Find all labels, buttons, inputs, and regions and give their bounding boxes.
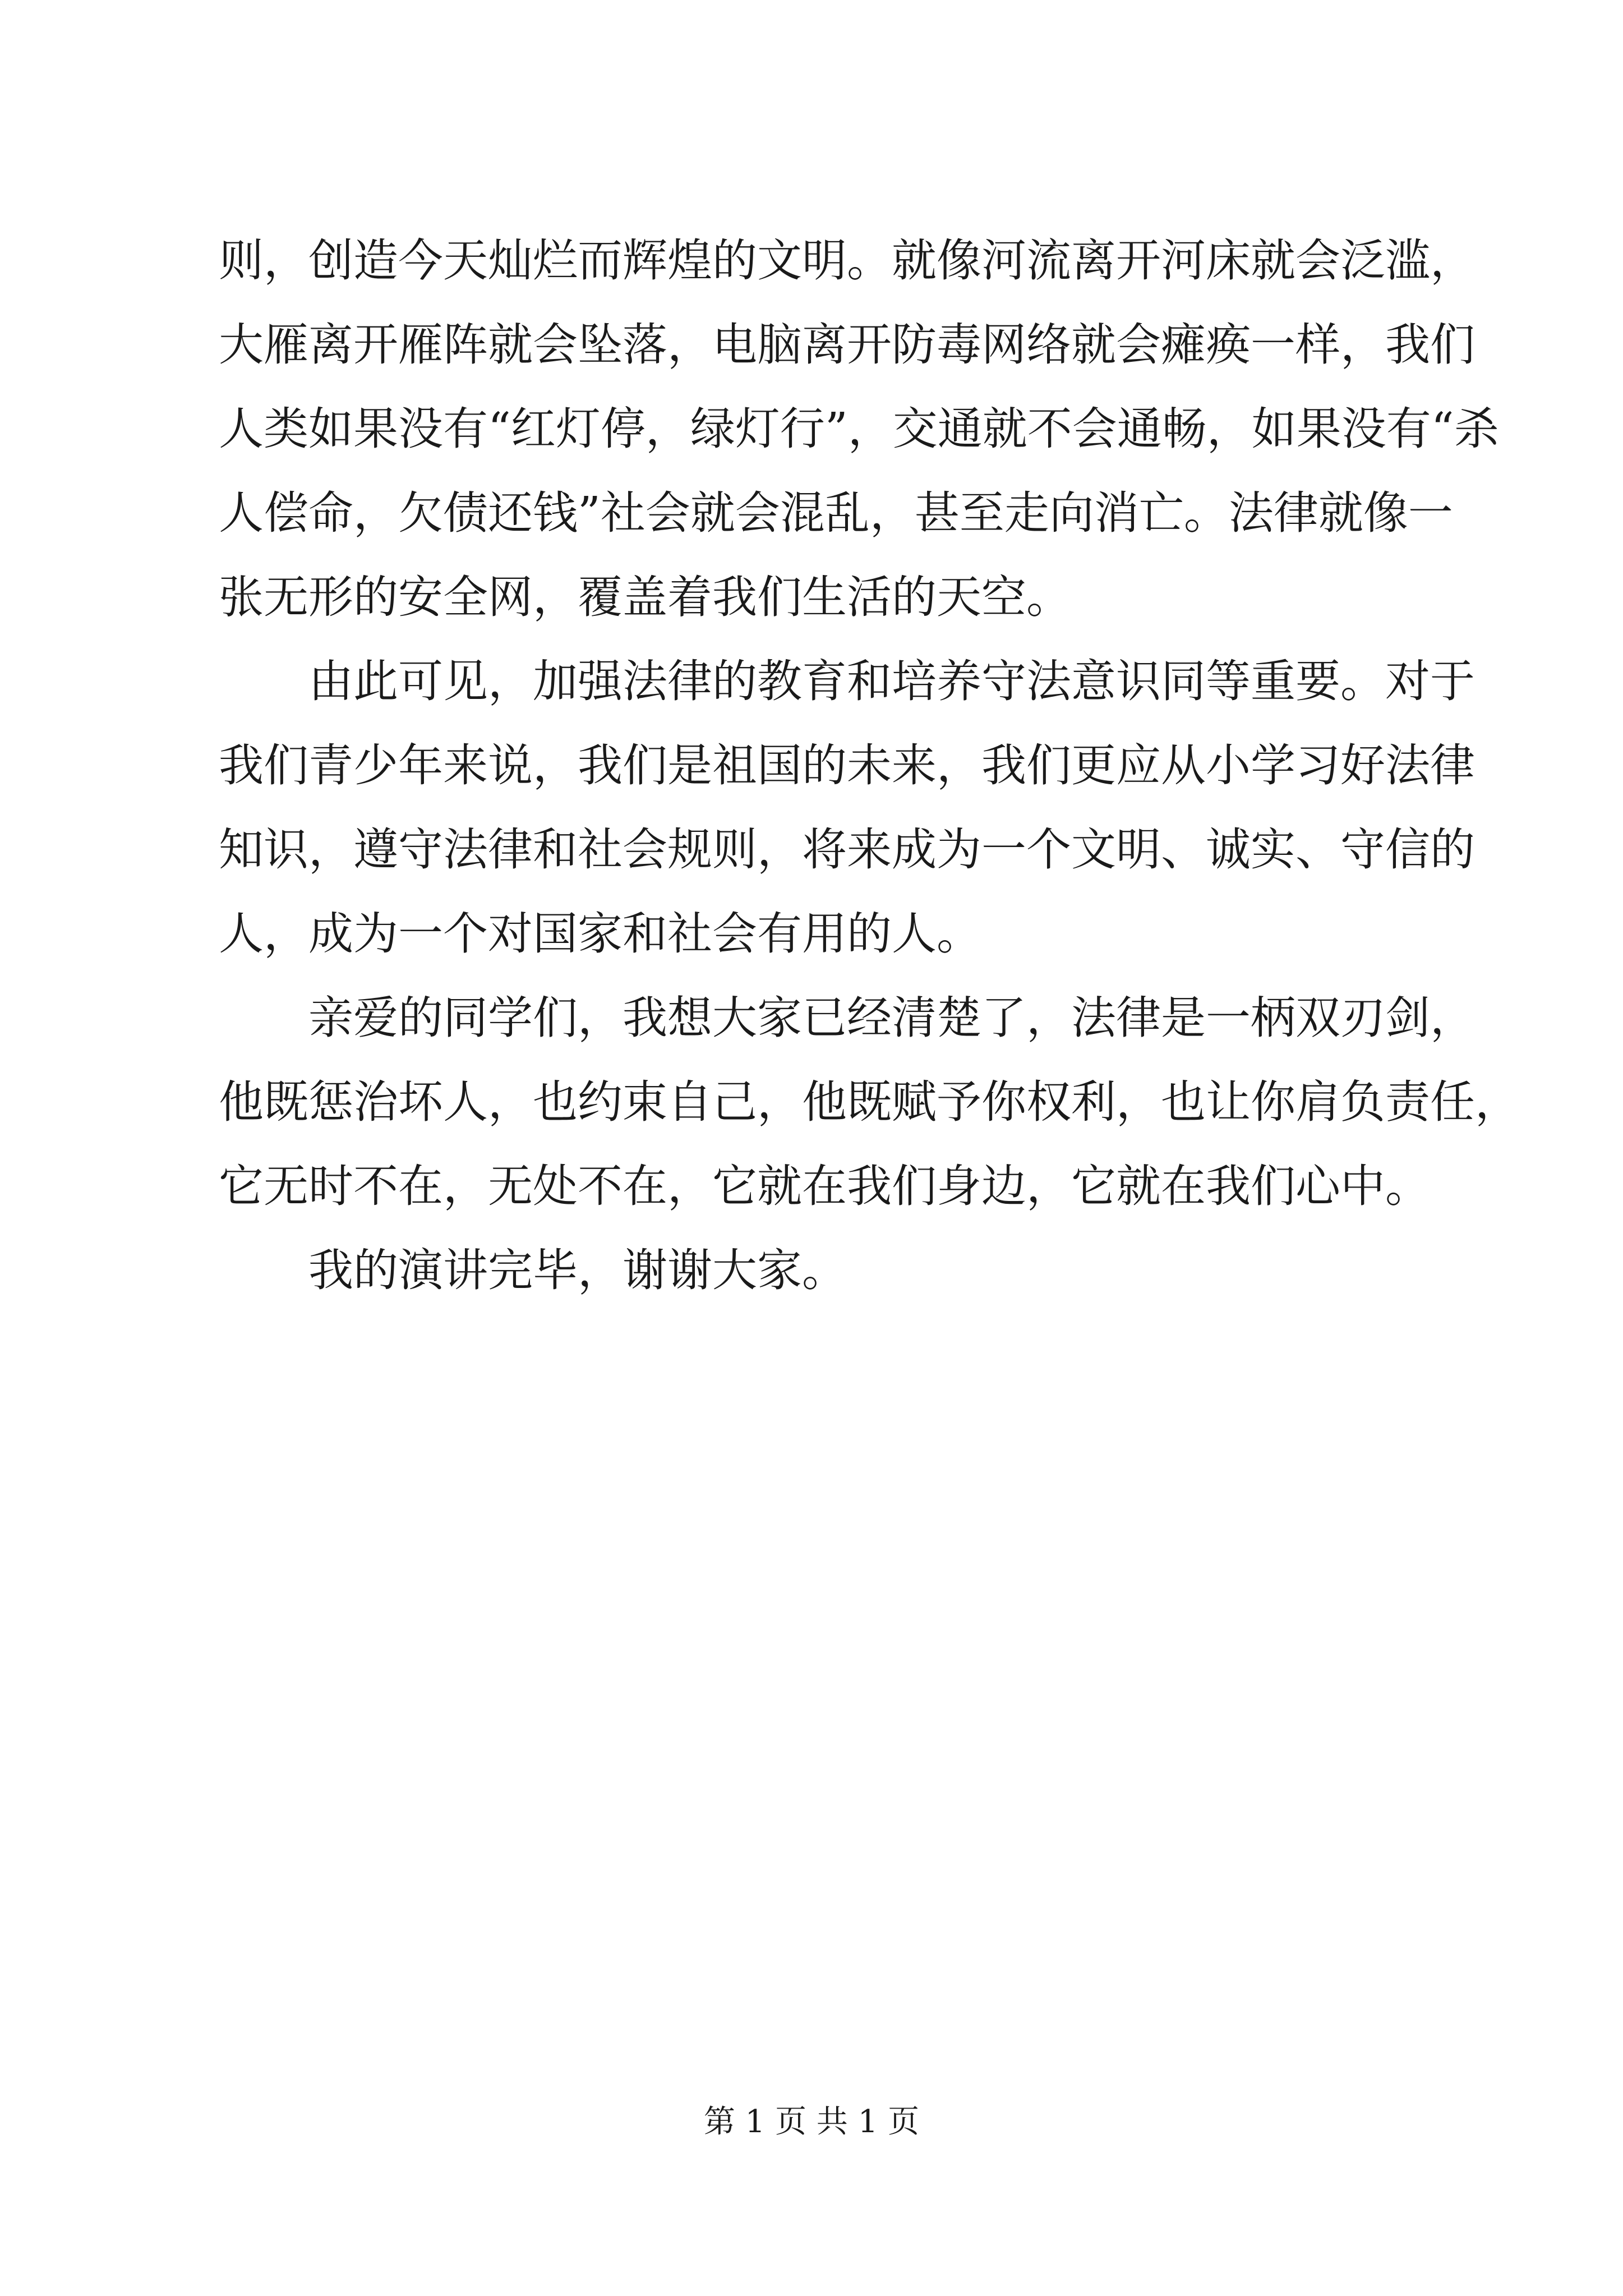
text-line: 人偿命，欠债还钱”社会就会混乱，甚至走向消亡。法律就像一	[219, 487, 1453, 539]
text-line: 则，创造今天灿烂而辉煌的文明。就像河流离开河床就会泛滥，	[219, 234, 1475, 287]
text-line: 他既惩治坏人，也约束自己，他既赋予你权利，也让你肩负责任，	[219, 1076, 1520, 1128]
text-line: 张无形的安全网，覆盖着我们生活的天空。	[219, 571, 1071, 623]
text-line: 大雁离开雁阵就会坠落，电脑离开防毒网络就会瘫痪一样，我们	[219, 319, 1475, 371]
text-line: 它无时不在，无处不在，它就在我们身边，它就在我们心中。	[219, 1160, 1430, 1212]
text-line: 我们青少年来说，我们是祖国的未来，我们更应从小学习好法律	[219, 739, 1475, 792]
paragraph-first-line: 亲爱的同学们，我想大家已经清楚了，法律是一柄双刃剑，	[308, 992, 1475, 1044]
text-line: 知识，遵守法律和社会规则，将来成为一个文明、诚实、守信的	[219, 823, 1475, 876]
text-line: 人类如果没有“红灯停，绿灯行”，交通就不会通畅，如果没有“杀	[219, 403, 1499, 455]
paragraph-first-line: 我的演讲完毕，谢谢大家。	[308, 1244, 847, 1296]
document-body	[219, 219, 1520, 1313]
text-line: 人，成为一个对国家和社会有用的人。	[219, 908, 981, 960]
paragraph-first-line: 由此可见，加强法律的教育和培养守法意识同等重要。对于	[308, 655, 1475, 707]
page-number-footer: 第 1 页 共 1 页	[703, 2104, 920, 2140]
